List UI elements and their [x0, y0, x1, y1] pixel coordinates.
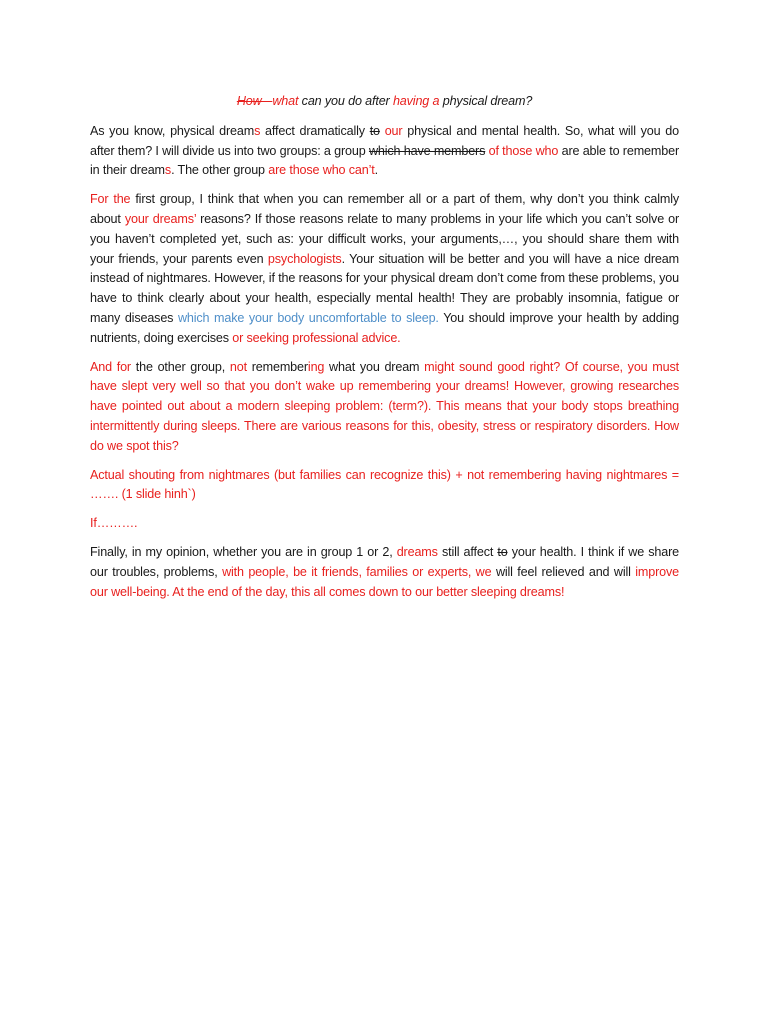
- paragraph-run: your dreams’: [124, 211, 197, 226]
- paragraph-run: with people, be it friends, families or experts, we: [222, 564, 492, 579]
- paragraph-run: which make your body uncomfortable to sleep.: [177, 310, 439, 325]
- paragraph-run: the other group,: [130, 359, 230, 374]
- paragraph-other-group: [90, 358, 679, 457]
- paragraph-run: to: [497, 544, 508, 559]
- paragraph-conclusion: [90, 543, 679, 602]
- paragraph-run: still affect: [437, 544, 498, 559]
- paragraph-run: are able to remember in their dream: [90, 143, 679, 178]
- paragraph-run: And for: [90, 359, 131, 374]
- paragraph-run: Finally, in my opinion, whether you are in group 1 or 2,: [90, 544, 397, 559]
- paragraph-if-note: [90, 514, 679, 534]
- paragraph-run: For the: [90, 192, 131, 207]
- paragraph-run: psychologists: [267, 251, 342, 266]
- paragraph-run: of those who: [488, 143, 559, 158]
- paragraph-run: reasons? If those reasons relate to many problems in your life which you can’t solve or you haven’t completed yet, such as: your difficult works, your arguments,…, you should share them with your friends, your parents even: [90, 211, 679, 266]
- paragraph-run: might sound good right? Of course, you must have slept very well so that you don’t wake up remembering your dreams! However, growing researches have pointed out about a modern sleeping problem: (term?). This means that your body stops breathing intermittently during sleeps. There are various reasons for this, obesity, stress or respiratory disorders. How do we spot this?: [90, 359, 679, 453]
- document-page: [90, 92, 679, 611]
- paragraph-first-group: [90, 190, 679, 348]
- paragraph-run: physical and mental health. So, what will you do after them? I will divide us into two groups: a group: [90, 123, 679, 158]
- title-run: How -: [236, 94, 273, 108]
- paragraph-run: If……….: [90, 516, 138, 531]
- paragraph-run: Actual shouting from nightmares (but families can recognize this) + not remembering having nightmares = ……. (1 slide hinh`): [90, 467, 679, 502]
- paragraph-intro: [90, 122, 679, 181]
- paragraph-shouting-note: [90, 466, 679, 506]
- paragraph-run: what you dream: [324, 359, 425, 374]
- document-title: [90, 92, 679, 112]
- paragraph-run: improve our well-being. At the end of the day, this all comes down to our better sleeping dreams!: [90, 564, 679, 599]
- paragraph-run: which have members: [368, 143, 486, 158]
- paragraph-run: your health. I think if we share our troubles, problems,: [90, 544, 679, 579]
- paragraph-run: s: [164, 163, 172, 178]
- paragraph-run: or seeking professional advice.: [232, 330, 401, 345]
- paragraph-run: first group, I think that when you can remember all or a part of them, why don’t you think calmly about: [90, 192, 679, 226]
- paragraph-run: s: [254, 123, 261, 138]
- paragraph-run: not: [229, 359, 247, 374]
- paragraph-run: our: [384, 123, 403, 138]
- paragraph-run: ing: [307, 359, 325, 374]
- title-run: physical dream?: [439, 94, 533, 108]
- paragraph-run: to: [369, 123, 380, 138]
- paragraph-run: dreams: [396, 544, 438, 559]
- title-run: can you do after: [298, 94, 393, 108]
- paragraph-run: . The other group: [171, 163, 269, 178]
- paragraph-run: As you know, physical dream: [90, 123, 255, 138]
- title-run: what: [272, 94, 299, 108]
- paragraph-run: remember: [246, 359, 308, 374]
- paragraph-run: . Your situation will be better and you will have a nice dream instead of nightmares. However, if the reasons for your physical dream don’t come from these problems, you have to think clearly about your health, especially mental health! They are probably insomnia, fatigue or many diseases: [90, 251, 679, 325]
- paragraph-run: are those who can’t: [268, 163, 375, 178]
- paragraph-run: .: [374, 163, 378, 178]
- paragraph-run: You should improve your health by adding nutrients, doing exercises: [90, 310, 679, 345]
- paragraph-run: will feel relieved and will: [491, 564, 636, 579]
- title-run: having a: [392, 94, 440, 108]
- paragraph-run: affect dramatically: [260, 123, 370, 138]
